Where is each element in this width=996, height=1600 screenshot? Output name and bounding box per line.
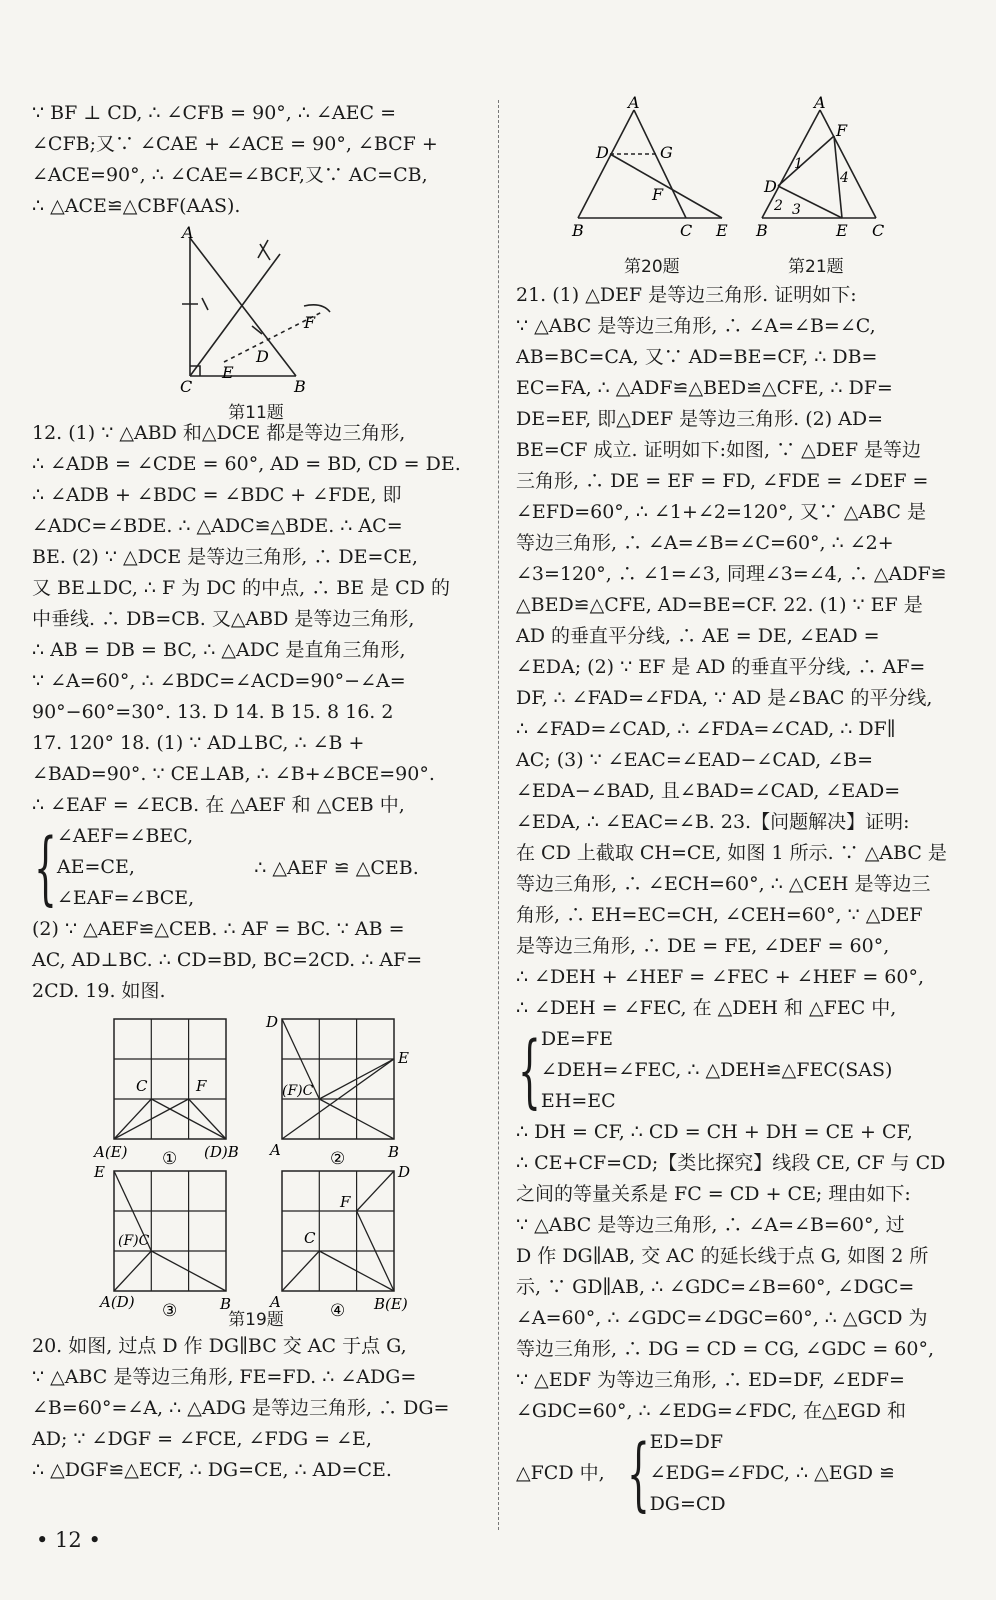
equation-system-q18 [32,821,480,914]
label-E: E [716,221,728,240]
text-line: AD 的垂直平分线, ∴ AE = DE, ∠EAD = [516,625,880,647]
figures-q20-q21-diagram [516,93,964,248]
column-divider [498,100,499,1530]
label-A: A [270,1141,281,1159]
system-line: ∠EDG=∠FDC, ∴ △EGD ≌ [649,1462,895,1484]
text-line: AC, AD⊥BC. ∴ CD=BD, BC=2CD. ∴ AF= [32,949,423,971]
system-prefix: △FCD 中, [516,1462,605,1484]
text-line: AD; ∵ ∠DGF = ∠FCE, ∠FDG = ∠E, [32,1428,372,1450]
text-line: ∠ACE=90°, ∴ ∠CAE=∠BCF,又∵ AC=CB, [32,164,428,186]
text-line: ∴ ∠EAF = ∠ECB. 在 △AEF 和 △CEB 中, [32,794,405,816]
text-line: ∠EDA; (2) ∵ EF 是 AD 的垂直平分线, ∴ AF= [516,656,926,678]
text-line: BE. (2) ∵ △DCE 是等边三角形, ∴ DE=CE, [32,546,418,568]
label-FC: (F)C [282,1083,314,1099]
text-line: ∴ ∠ADB = ∠CDE = 60°, AD = BD, CD = DE. [32,453,461,475]
grid-1 [92,1019,239,1169]
grid-4 [268,1163,410,1321]
text-line: ∴ AB = DB = BC, ∴ △ADC 是直角三角形, [32,639,406,661]
q11-solution-text [32,98,480,222]
label-C: C [680,221,693,240]
system-line: DG=CD [649,1493,726,1515]
label-F: F [340,1193,351,1211]
label-D: D [266,1013,279,1031]
label-D: D [596,143,609,162]
figure-q11-caption: 第11题 [228,403,284,423]
text-line: ∵ △ABC 是等边三角形, ∴ ∠A=∠B=∠C, [516,315,876,337]
text-line: ∠EFD=60°, ∴ ∠1+∠2=120°, 又∵ △ABC 是 [516,501,926,523]
label-B: B [572,221,584,240]
text-line: BE=CF 成立. 证明如下:如图, ∵ △DEF 是等边 [516,439,922,461]
label-C: C [872,221,885,240]
text-line: 等边三角形, ∴ DG = CD = CG, ∠GDC = 60°, [516,1338,935,1360]
figures-q20-q21 [516,93,964,278]
text-line: ∠A=60°, ∴ ∠GDC=∠DGC=60°, ∴ △GCD 为 [516,1307,928,1329]
system-line: DE=FE [540,1028,613,1050]
system-line: ∠DEH=∠FEC, ∴ △DEH≌△FEC(SAS) [540,1059,893,1081]
text-line: D 作 DG∥AB, 交 AC 的延长线于点 G, 如图 2 所 [516,1245,929,1267]
label-C: C [304,1229,316,1247]
grid-2 [265,1013,409,1169]
text-line: (2) ∵ △AEF≌△CEB. ∴ AF = BC. ∵ AB = [32,918,405,940]
figure-q11 [32,223,480,423]
q21-23-solution-text [516,280,964,1024]
text-line: ∠3=120°, ∴ ∠1=∠3, 同理∠3=∠4, ∴ △ADF≌ [516,563,947,585]
text-line: ∴ DH = CF, ∴ CD = CH + DH = CE + CF, [516,1121,913,1143]
right-column [516,93,964,1520]
text-line: DE=EF, 即△DEF 是等边三角形. (2) AD= [516,408,884,430]
text-line: DF, ∴ ∠FAD=∠FDA, ∵ AD 是∠BAC 的平分线, [516,687,933,709]
system-line: ∠AEF=∠BEC, [56,825,194,847]
q23-continued-text [516,1117,964,1427]
text-line: ∵ △EDF 为等边三角形, ∴ ED=DF, ∠EDF= [516,1369,905,1391]
text-line: ∵ △ABC 是等边三角形, ∴ ∠A=∠B=60°, 过 [516,1214,905,1236]
label-B: B [294,377,306,396]
figure-q21-caption: 第21题 [788,257,844,277]
text-line: ∵ BF ⊥ CD, ∴ ∠CFB = 90°, ∴ ∠AEC = [32,102,397,124]
text-line: ∵ △ABC 是等边三角形, FE=FD. ∴ ∠ADG= [32,1366,417,1388]
label-B: B [388,1143,400,1161]
label-AE: A(E) [94,1143,128,1161]
q12-18-solution-text [32,418,480,821]
figure-q20-shape [578,110,722,218]
figure-q19-caption: 第19题 [228,1310,284,1330]
label-angle-3: 3 [792,202,801,218]
text-line: 是等边三角形, ∴ DE = FE, ∠DEF = 60°, [516,935,890,957]
label-FC: (F)C [118,1233,150,1249]
system-line: ED=DF [649,1431,724,1453]
label-G: G [660,143,673,162]
label-F: F [196,1077,207,1095]
text-line: 等边三角形, ∴ ∠A=∠B=∠C=60°, ∴ ∠2+ [516,532,894,554]
label-F: F [304,313,316,332]
label-A: A [270,1293,281,1311]
text-line: ∴ △ACE≌△CBF(AAS). [32,195,241,217]
label-D: D [256,347,269,366]
grid-3 [93,1163,231,1321]
text-line: 之间的等量关系是 FC = CD + CE; 理由如下: [516,1183,911,1205]
label-C: C [136,1077,148,1095]
page-number: • 12 • [36,1528,101,1552]
text-line: 2CD. 19. 如图. [32,980,166,1002]
grid-number: ② [330,1149,346,1169]
text-line: 在 CD 上截取 CH=CE, 如图 1 所示. ∵ △ABC 是 [516,842,947,864]
text-line: ∠EDA−∠BAD, 且∠BAD=∠CAD, ∠EAD= [516,780,901,802]
text-line: 三角形, ∴ DE = EF = FD, ∠FDE = ∠DEF = [516,470,929,492]
label-D: D [764,177,777,196]
text-line: AC; (3) ∵ ∠EAC=∠EAD−∠CAD, ∠B= [516,749,874,771]
text-line: 90°−60°=30°. 13. D 14. B 15. 8 16. 2 [32,701,394,723]
label-F: F [652,185,664,204]
text-line: ∴ ∠DEH + ∠HEF = ∠FEC + ∠HEF = 60°, [516,966,925,988]
system-line: ∠EAF=∠BCE, [56,887,195,909]
label-angle-4: 4 [840,170,849,186]
text-line: 示, ∵ GD∥AB, ∴ ∠GDC=∠B=60°, ∠DGC= [516,1276,915,1298]
text-line: 又 BE⊥DC, ∴ F 为 DC 的中点, ∴ BE 是 CD 的 [32,577,450,599]
text-line: 12. (1) ∵ △ABD 和△DCE 都是等边三角形, [32,422,406,444]
system-line: EH=EC [540,1090,616,1112]
label-E: E [222,363,234,382]
text-line: ∴ ∠FAD=∠CAD, ∴ ∠FDA=∠CAD, ∴ DF∥ [516,718,896,740]
text-line: AB=BC=CA, 又∵ AD=BE=CF, ∴ DB= [516,346,878,368]
text-line: 20. 如图, 过点 D 作 DG∥BC 交 AC 于点 G, [32,1335,407,1357]
figure-q19 [32,1011,480,1329]
label-D: D [398,1163,411,1181]
left-column [32,98,480,1486]
text-line: ∴ ∠DEH = ∠FEC, 在 △DEH 和 △FEC 中, [516,997,897,1019]
label-A: A [628,93,640,112]
q20-solution-text [32,1331,480,1486]
brace-symbol: { [33,820,57,914]
system-line: AE=CE, [56,856,135,878]
text-line: 角形, ∴ EH=EC=CH, ∠CEH=60°, ∵ △DEF [516,904,923,926]
label-angle-1: 1 [794,156,803,172]
brace-symbol: { [626,1426,650,1520]
label-angle-2: 2 [774,198,783,214]
figure-q20-caption: 第20题 [624,257,680,277]
text-line: ∴ △DGF≌△ECF, ∴ DG=CE, ∴ AD=CE. [32,1459,392,1481]
text-line: 17. 120° 18. (1) ∵ AD⊥BC, ∴ ∠B + [32,732,365,754]
label-BE: B(E) [374,1295,408,1313]
label-E: E [398,1049,409,1067]
label-B: B [756,221,768,240]
label-F: F [836,121,848,140]
text-line: ∠GDC=60°, ∴ ∠EDG=∠FDC, 在△EGD 和 [516,1400,907,1422]
text-line: ∵ ∠A=60°, ∴ ∠BDC=∠ACD=90°−∠A= [32,670,406,692]
label-C: C [180,377,193,396]
text-line: ∠ADC=∠BDE. ∴ △ADC≌△BDE. ∴ AC= [32,515,403,537]
text-line: ∴ CE+CF=CD;【类比探究】线段 CE, CF 与 CD [516,1152,946,1174]
text-line: EC=FA, ∴ △ADF≌△BED≌△CFE, ∴ DF= [516,377,893,399]
label-E: E [94,1163,105,1181]
text-line: ∠CFB;又∵ ∠CAE + ∠ACE = 90°, ∠BCF + [32,133,438,155]
label-A: A [182,223,194,242]
text-line: ∠EDA, ∴ ∠EAC=∠B. 23.【问题解决】证明: [516,811,910,833]
equation-system-q23a [516,1024,964,1117]
system-conclusion: ∴ △AEF ≌ △CEB. [254,856,419,879]
equation-system-q23b [516,1427,964,1520]
label-E: E [836,221,848,240]
label-A: A [814,93,826,112]
label-B: B [220,1295,232,1313]
text-line: 21. (1) △DEF 是等边三角形. 证明如下: [516,284,857,306]
text-line: ∠B=60°=∠A, ∴ △ADG 是等边三角形, ∴ DG= [32,1397,450,1419]
grid-number: ① [162,1149,178,1169]
label-AD: A(D) [100,1293,135,1311]
text-line: 中垂线. ∴ DB=CB. 又△ABD 是等边三角形, [32,608,415,630]
figure-q11-diagram [32,223,480,396]
text-line: ∴ ∠ADB + ∠BDC = ∠BDC + ∠FDE, 即 [32,484,402,506]
brace-symbol: { [517,1023,541,1117]
grid-number: ③ [162,1301,178,1321]
q18-part2-text [32,914,480,1007]
text-line: ∠BAD=90°. ∵ CE⊥AB, ∴ ∠B+∠BCE=90°. [32,763,435,785]
grid-number: ④ [330,1301,346,1321]
label-DB: (D)B [204,1143,239,1161]
text-line: 等边三角形, ∴ ∠ECH=60°, ∴ △CEH 是等边三 [516,873,931,895]
text-line: △BED≌△CFE, AD=BE=CF. 22. (1) ∵ EF 是 [516,594,923,616]
